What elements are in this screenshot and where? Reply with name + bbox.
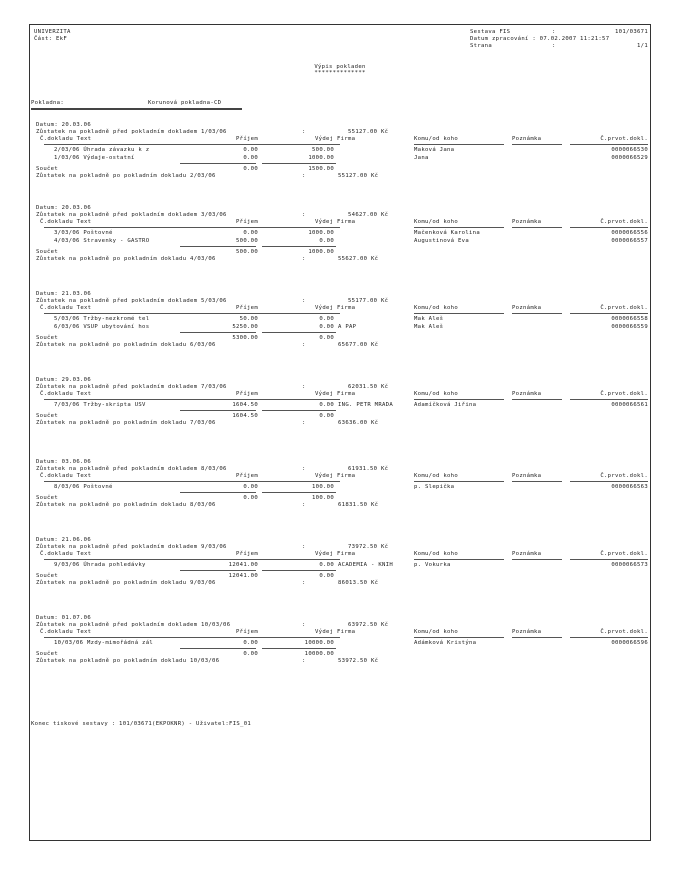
- balance-before-colon: :: [302, 544, 306, 550]
- col-header-expense-firm: Výdej Firma: [315, 305, 356, 311]
- balance-after-label: Zůstatek na pokladně po pokladním dokladu 10/03/06: [36, 658, 220, 664]
- row-expense: 100.00: [311, 484, 334, 490]
- cashbox-label: Pokladna:: [31, 100, 65, 106]
- row-expense: 10000.00: [304, 640, 334, 646]
- balance-after-label: Zůstatek na pokladně po pokladním dokladu 4/03/06: [36, 256, 216, 262]
- header-rule-whom: [414, 399, 504, 400]
- balance-before-label: Zůstatek na pokladně před pokladním dokladem 9/03/06: [36, 544, 227, 550]
- row-first-doc: 0000066557: [611, 238, 648, 244]
- row-income: 5250.00: [232, 324, 258, 330]
- balance-after-colon: :: [302, 173, 306, 179]
- row-expense: 0.00: [319, 316, 334, 322]
- header-rule-amounts: [180, 399, 340, 400]
- balance-before-value: 55127.00 Kč: [348, 129, 389, 135]
- sum-label: Součet: [36, 573, 59, 579]
- col-header-whom: Komu/od koho: [414, 305, 459, 311]
- col-header-note: Poznámka: [512, 473, 542, 479]
- header-rule-note: [512, 559, 562, 560]
- col-header-expense-firm: Výdej Firma: [315, 551, 356, 557]
- sum-rule-expense: [262, 332, 336, 333]
- col-header-expense-firm: Výdej Firma: [315, 629, 356, 635]
- sum-income: 500.00: [235, 249, 258, 255]
- sum-label: Součet: [36, 166, 59, 172]
- row-doc-text: 8/03/06 Poštovné: [54, 484, 113, 490]
- header-rule-first: [570, 144, 648, 145]
- header-rule-first: [570, 313, 648, 314]
- row-doc-text: 7/03/06 Tržby-skripta USV: [54, 402, 146, 408]
- col-header-doc: Č.dokladu Text: [40, 473, 92, 479]
- sum-label: Součet: [36, 335, 59, 341]
- col-header-doc: Č.dokladu Text: [40, 136, 92, 142]
- col-header-note: Poznámka: [512, 391, 542, 397]
- balance-before-label: Zůstatek na pokladně před pokladním dokladem 8/03/06: [36, 466, 227, 472]
- row-whom: Adamíčková Jiřina: [414, 402, 477, 408]
- balance-after-label: Zůstatek na pokladně po pokladním dokladu 9/03/06: [36, 580, 216, 586]
- report-colon: :: [552, 29, 556, 35]
- row-doc-text: 10/03/06 Mzdy-mimořádná zál: [54, 640, 154, 646]
- section-date: Datum: 21.06.06: [36, 537, 92, 543]
- header-rule-amounts: [180, 227, 340, 228]
- balance-after-value: 63636.00 Kč: [338, 420, 379, 426]
- sum-rule-income: [180, 492, 256, 493]
- report-page: [29, 24, 651, 841]
- col-header-note: Poznámka: [512, 305, 542, 311]
- row-doc-text: 6/03/06 VSUP ubytování hos: [54, 324, 150, 330]
- row-expense: 1000.00: [308, 155, 334, 161]
- sum-income: 12041.00: [228, 573, 258, 579]
- header-rule-first: [570, 481, 648, 482]
- row-doc-text: 9/03/06 Úhrada pohledávky: [54, 562, 146, 568]
- sum-rule-income: [180, 163, 256, 164]
- row-income: 500.00: [235, 238, 258, 244]
- header-rule-doc: [44, 481, 180, 482]
- row-income: 1604.50: [232, 402, 258, 408]
- col-header-expense-firm: Výdej Firma: [315, 391, 356, 397]
- balance-after-value: 55127.00 Kč: [338, 173, 379, 179]
- balance-after-colon: :: [302, 256, 306, 262]
- row-first-doc: 0000066596: [611, 640, 648, 646]
- col-header-income: Příjem: [235, 629, 258, 635]
- header-rule-whom: [414, 559, 504, 560]
- col-header-first-doc: Č.prvot.dokl.: [600, 629, 648, 635]
- balance-after-colon: :: [302, 580, 306, 586]
- balance-before-colon: :: [302, 129, 306, 135]
- row-first-doc: 0000066563: [611, 484, 648, 490]
- col-header-note: Poznámka: [512, 551, 542, 557]
- faculty-part: Část: EkF: [34, 36, 68, 42]
- row-first-doc: 0000066561: [611, 402, 648, 408]
- col-header-whom: Komu/od koho: [414, 551, 459, 557]
- header-rule-whom: [414, 313, 504, 314]
- section-date: Datum: 01.07.06: [36, 615, 92, 621]
- row-expense: 0.00: [319, 324, 334, 330]
- sum-expense: 10000.00: [304, 651, 334, 657]
- row-income: 0.00: [243, 484, 258, 490]
- row-income: 0.00: [243, 155, 258, 161]
- balance-before-colon: :: [302, 212, 306, 218]
- col-header-whom: Komu/od koho: [414, 136, 459, 142]
- col-header-whom: Komu/od koho: [414, 473, 459, 479]
- header-rule-note: [512, 399, 562, 400]
- balance-before-value: 63972.50 Kč: [348, 622, 389, 628]
- row-whom: Mačenková Karolina: [414, 230, 481, 236]
- col-header-first-doc: Č.prvot.dokl.: [600, 391, 648, 397]
- header-rule-whom: [414, 481, 504, 482]
- header-rule-whom: [414, 144, 504, 145]
- header-rule-whom: [414, 637, 504, 638]
- row-first-doc: 0000066558: [611, 316, 648, 322]
- header-rule-amounts: [180, 313, 340, 314]
- balance-after-label: Zůstatek na pokladně po pokladním dokladu 8/03/06: [36, 502, 216, 508]
- col-header-first-doc: Č.prvot.dokl.: [600, 305, 648, 311]
- header-rule-first: [570, 227, 648, 228]
- row-doc-text: 4/03/06 Stravenky - GASTRO: [54, 238, 150, 244]
- row-doc-text: 3/03/06 Poštovné: [54, 230, 113, 236]
- col-header-note: Poznámka: [512, 136, 542, 142]
- balance-before-value: 61931.50 Kč: [348, 466, 389, 472]
- row-expense: 0.00: [319, 562, 334, 568]
- balance-after-value: 65677.00 Kč: [338, 342, 379, 348]
- balance-after-value: 53972.50 Kč: [338, 658, 379, 664]
- col-header-note: Poznámka: [512, 219, 542, 225]
- col-header-doc: Č.dokladu Text: [40, 391, 92, 397]
- balance-after-value: 86013.50 Kč: [338, 580, 379, 586]
- org-name: UNIVERZITA: [34, 29, 71, 35]
- balance-after-colon: :: [302, 420, 306, 426]
- balance-before-label: Zůstatek na pokladně před pokladním dokladem 7/03/06: [36, 384, 227, 390]
- col-header-expense-firm: Výdej Firma: [315, 136, 356, 142]
- col-header-whom: Komu/od koho: [414, 219, 459, 225]
- sum-income: 1604.50: [232, 413, 258, 419]
- col-header-first-doc: Č.prvot.dokl.: [600, 551, 648, 557]
- row-income: 50.00: [239, 316, 258, 322]
- sum-rule-income: [180, 648, 256, 649]
- col-header-doc: Č.dokladu Text: [40, 629, 92, 635]
- row-whom: p. Slepička: [414, 484, 455, 490]
- sum-rule-expense: [262, 492, 336, 493]
- balance-before-value: 73972.50 Kč: [348, 544, 389, 550]
- section-date: Datum: 21.03.06: [36, 291, 92, 297]
- col-header-doc: Č.dokladu Text: [40, 305, 92, 311]
- header-rule-amounts: [180, 637, 340, 638]
- header-rule-note: [512, 144, 562, 145]
- balance-before-colon: :: [302, 384, 306, 390]
- header-rule-doc: [44, 399, 180, 400]
- row-whom: Mak Aleš: [414, 324, 444, 330]
- sum-income: 0.00: [243, 495, 258, 501]
- header-rule-doc: [44, 313, 180, 314]
- row-firm: A PAP: [338, 324, 357, 330]
- header-rule-first: [570, 637, 648, 638]
- sum-rule-income: [180, 246, 256, 247]
- col-header-income: Příjem: [235, 551, 258, 557]
- balance-after-label: Zůstatek na pokladně po pokladním dokladu 7/03/06: [36, 420, 216, 426]
- balance-before-label: Zůstatek na pokladně před pokladním dokladem 3/03/06: [36, 212, 227, 218]
- col-header-whom: Komu/od koho: [414, 629, 459, 635]
- row-income: 0.00: [243, 147, 258, 153]
- sum-rule-expense: [262, 570, 336, 571]
- balance-after-colon: :: [302, 342, 306, 348]
- balance-after-label: Zůstatek na pokladně po pokladním dokladu 2/03/06: [36, 173, 216, 179]
- row-whom: Mak Aleš: [414, 316, 444, 322]
- balance-before-label: Zůstatek na pokladně před pokladním dokladem 1/03/06: [36, 129, 227, 135]
- row-expense: 500.00: [311, 147, 334, 153]
- col-header-expense-firm: Výdej Firma: [315, 219, 356, 225]
- balance-before-label: Zůstatek na pokladně před pokladním dokladem 10/03/06: [36, 622, 231, 628]
- balance-after-colon: :: [302, 502, 306, 508]
- balance-before-colon: :: [302, 622, 306, 628]
- cashbox-name: Korunová pokladna-CD: [148, 100, 222, 106]
- col-header-first-doc: Č.prvot.dokl.: [600, 219, 648, 225]
- sum-expense: 1500.00: [308, 166, 334, 172]
- header-rule-amounts: [180, 144, 340, 145]
- header-rule-note: [512, 481, 562, 482]
- report-label: Sestava FIS: [470, 29, 511, 35]
- sum-rule-expense: [262, 648, 336, 649]
- row-income: 12041.00: [228, 562, 258, 568]
- sum-rule-expense: [262, 410, 336, 411]
- col-header-income: Příjem: [235, 219, 258, 225]
- sum-rule-income: [180, 410, 256, 411]
- sum-expense: 1000.00: [308, 249, 334, 255]
- sum-expense: 100.00: [311, 495, 334, 501]
- col-header-income: Příjem: [235, 391, 258, 397]
- report-title: Výpis pokladen: [314, 64, 366, 70]
- row-expense: 0.00: [319, 402, 334, 408]
- col-header-first-doc: Č.prvot.dokl.: [600, 136, 648, 142]
- col-header-expense-firm: Výdej Firma: [315, 473, 356, 479]
- header-rule-first: [570, 399, 648, 400]
- sum-income: 0.00: [243, 651, 258, 657]
- sum-rule-expense: [262, 246, 336, 247]
- header-rule-doc: [44, 637, 180, 638]
- header-rule-doc: [44, 144, 180, 145]
- row-income: 0.00: [243, 640, 258, 646]
- header-rule-doc: [44, 227, 180, 228]
- col-header-income: Příjem: [235, 136, 258, 142]
- row-first-doc: 0000066559: [611, 324, 648, 330]
- page-label: Strana: [470, 43, 493, 49]
- row-whom: p. Vokurka: [414, 562, 451, 568]
- sum-expense: 0.00: [319, 573, 334, 579]
- page-number: 1/1: [636, 43, 648, 49]
- row-first-doc: 0000066529: [611, 155, 648, 161]
- col-header-doc: Č.dokladu Text: [40, 219, 92, 225]
- col-header-income: Příjem: [235, 305, 258, 311]
- row-whom: Jana: [414, 155, 429, 161]
- sum-rule-income: [180, 332, 256, 333]
- balance-after-colon: :: [302, 658, 306, 664]
- row-first-doc: 0000066556: [611, 230, 648, 236]
- row-first-doc: 0000066530: [611, 147, 648, 153]
- balance-before-colon: :: [302, 466, 306, 472]
- balance-after-value: 55627.00 Kč: [338, 256, 379, 262]
- sum-income: 0.00: [243, 166, 258, 172]
- page-colon: :: [552, 43, 556, 49]
- row-firm: ACADEMIA - KNIH: [338, 562, 394, 568]
- row-firm: ING. PETR MRADA: [338, 402, 394, 408]
- sum-label: Součet: [36, 413, 59, 419]
- row-first-doc: 0000066573: [611, 562, 648, 568]
- section-date: Datum: 20.03.06: [36, 205, 92, 211]
- header-rule-note: [512, 313, 562, 314]
- report-footer: Konec tiskové sestavy : 101/03671(EKPOKNR) - Uživatel:FIS_01: [31, 721, 252, 727]
- balance-before-colon: :: [302, 298, 306, 304]
- balance-after-value: 61831.50 Kč: [338, 502, 379, 508]
- row-whom: Maková Jana: [414, 147, 455, 153]
- section-date: Datum: 20.03.06: [36, 122, 92, 128]
- sum-label: Součet: [36, 651, 59, 657]
- section-date: Datum: 03.06.06: [36, 459, 92, 465]
- balance-before-value: 54627.00 Kč: [348, 212, 389, 218]
- sum-rule-income: [180, 570, 256, 571]
- header-rule-amounts: [180, 559, 340, 560]
- row-whom: Augustinová Eva: [414, 238, 470, 244]
- sum-expense: 0.00: [319, 335, 334, 341]
- report-number: 101/03671: [614, 29, 648, 35]
- row-expense: 0.00: [319, 238, 334, 244]
- row-income: 0.00: [243, 230, 258, 236]
- header-rule-whom: [414, 227, 504, 228]
- balance-before-value: 55177.00 Kč: [348, 298, 389, 304]
- col-header-note: Poznámka: [512, 629, 542, 635]
- sum-label: Součet: [36, 495, 59, 501]
- row-doc-text: 1/03/06 Výdaje-ostatní: [54, 155, 135, 161]
- row-expense: 1000.00: [308, 230, 334, 236]
- header-rule-note: [512, 227, 562, 228]
- col-header-whom: Komu/od koho: [414, 391, 459, 397]
- row-doc-text: 5/03/06 Tržby-nezkromé tel: [54, 316, 150, 322]
- col-header-doc: Č.dokladu Text: [40, 551, 92, 557]
- balance-before-label: Zůstatek na pokladně před pokladním dokladem 5/03/06: [36, 298, 227, 304]
- sum-label: Součet: [36, 249, 59, 255]
- header-rule-first: [570, 559, 648, 560]
- title-underline: **************: [314, 70, 366, 76]
- header-rule-note: [512, 637, 562, 638]
- sum-income: 5300.00: [232, 335, 258, 341]
- cashbox-double-rule: [31, 108, 242, 110]
- balance-before-value: 62031.50 Kč: [348, 384, 389, 390]
- balance-after-label: Zůstatek na pokladně po pokladním dokladu 6/03/06: [36, 342, 216, 348]
- header-rule-doc: [44, 559, 180, 560]
- header-rule-amounts: [180, 481, 340, 482]
- sum-rule-expense: [262, 163, 336, 164]
- sum-expense: 0.00: [319, 413, 334, 419]
- col-header-income: Příjem: [235, 473, 258, 479]
- row-whom: Adámková Kristýna: [414, 640, 477, 646]
- section-date: Datum: 29.03.06: [36, 377, 92, 383]
- row-doc-text: 2/03/06 Úhrada závazku k z: [54, 147, 150, 153]
- col-header-first-doc: Č.prvot.dokl.: [600, 473, 648, 479]
- processing-date: Datum zpracování : 07.02.2007 11:21:57: [470, 36, 610, 42]
